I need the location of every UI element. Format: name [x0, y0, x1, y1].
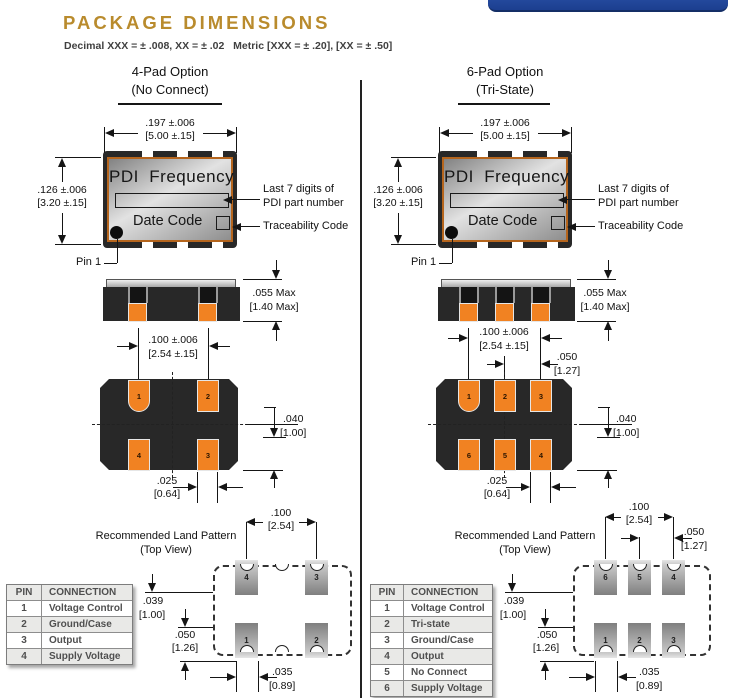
connection-cell: Voltage Control — [411, 603, 485, 614]
dim-025-mm: [0.64] — [483, 488, 511, 500]
dim-pitch-mm: [2.54 ±.15] — [148, 348, 198, 360]
land-pad: 4 — [235, 560, 258, 595]
dim-arrow — [270, 470, 278, 479]
pin1-leader — [104, 263, 117, 264]
dim-line — [608, 407, 609, 428]
pin-cell: 3 — [7, 633, 42, 648]
dim-039-mm: [1.00] — [499, 609, 527, 621]
date-code-marking: Date Code — [133, 213, 203, 229]
castellation-gap — [512, 241, 523, 249]
dim-arrow — [218, 483, 227, 491]
ext-line — [595, 661, 596, 692]
dim-line — [449, 133, 473, 134]
dim-arrow — [181, 662, 189, 671]
annotation-last7-line1: Last 7 digits of — [263, 183, 334, 195]
ext-line — [316, 522, 317, 559]
land-pattern-title: Recommended Land Pattern — [95, 530, 237, 542]
dim-039-in: .039 — [503, 595, 525, 607]
dim-line — [569, 677, 586, 678]
land-pad: 3 — [305, 560, 328, 595]
ext-line — [243, 279, 282, 280]
col-header-pin: PIN — [7, 585, 42, 600]
brand-marking: PDI Frequency — [444, 167, 570, 186]
dim-width-mm: [5.00 ±.15] — [480, 130, 530, 142]
dim-arrow — [259, 673, 268, 681]
table-row — [371, 600, 492, 616]
dim-line — [62, 213, 63, 235]
traceability-square — [551, 216, 565, 230]
dim-040-in: .040 — [283, 413, 304, 425]
dim-line — [274, 407, 275, 428]
ext-line — [236, 661, 237, 692]
land-pad: 1 — [594, 623, 617, 658]
ext-line — [145, 592, 213, 593]
dim-039-mm: [1.00] — [138, 609, 166, 621]
table-row — [7, 600, 132, 616]
table-row — [371, 616, 492, 632]
ext-line — [55, 244, 101, 245]
pin1-leader — [439, 263, 452, 264]
ext-line — [538, 627, 573, 628]
connection-cell: Ground/Case — [411, 635, 474, 646]
leader-line — [240, 226, 260, 227]
option-subtitle-4pad: (No Connect) — [131, 82, 209, 97]
table-row — [7, 632, 132, 648]
dim-arrow — [440, 129, 449, 137]
side-pad — [459, 303, 478, 322]
banner-blue-bar — [488, 0, 728, 12]
castellation-slot — [128, 287, 148, 303]
table-row — [7, 616, 132, 632]
castellation-notch — [599, 645, 613, 652]
dim-arrow — [541, 360, 550, 368]
dim-050b-mm: [1.27] — [553, 365, 581, 377]
side-pad — [531, 303, 550, 322]
land-pad: 5 — [628, 560, 651, 595]
option-title-4pad: 4-Pad Option — [131, 64, 209, 79]
dim-arrow — [58, 158, 66, 167]
traceability-square — [216, 216, 230, 230]
dim-arrow — [209, 342, 218, 350]
ext-line — [246, 522, 247, 559]
dim-arrow — [227, 129, 236, 137]
bottom-pad: 1 — [128, 380, 150, 412]
castellation-gap — [177, 241, 188, 249]
side-pad — [128, 303, 147, 322]
castellation-notch — [275, 645, 289, 652]
dim-035-mm: [0.89] — [269, 680, 296, 692]
dim-line — [550, 338, 562, 339]
dim-line — [276, 330, 277, 341]
dim-line — [203, 133, 227, 134]
dim-arrow — [129, 342, 138, 350]
connection-cell: Ground/Case — [49, 619, 112, 630]
ext-line — [577, 279, 616, 280]
pin-table-6pad — [370, 584, 493, 697]
dim-039-in: .039 — [142, 595, 164, 607]
dim-land-pitch-in: .100 — [270, 507, 292, 519]
ext-line — [571, 127, 572, 153]
dim-arrow — [604, 321, 612, 330]
table-row — [371, 632, 492, 648]
leader-arrow — [223, 196, 232, 204]
dim-line — [227, 487, 243, 488]
dim-arrow — [394, 158, 402, 167]
pin-cell: 1 — [7, 601, 42, 616]
pin1-leader — [117, 239, 118, 263]
dim-line — [218, 346, 230, 347]
table-header-row — [7, 585, 132, 600]
ext-line — [639, 537, 640, 559]
dim-line — [608, 479, 609, 488]
dim-050-mm: [1.26] — [171, 642, 199, 654]
dim-arrow — [521, 483, 530, 491]
connection-cell: No Connect — [411, 667, 468, 678]
castellation-notch — [633, 645, 647, 652]
pin1-leader — [452, 239, 453, 263]
dim-line — [614, 517, 621, 518]
dim-040-in: .040 — [616, 413, 637, 425]
ext-line — [236, 127, 237, 153]
land-pad: 2 — [305, 623, 328, 658]
table-row — [371, 664, 492, 680]
option-title-6pad: 6-Pad Option — [466, 64, 544, 79]
dim-line — [538, 133, 562, 134]
dim-line — [398, 213, 399, 235]
dim-arrow — [307, 518, 316, 526]
dim-thickness-mm: [1.40 Max] — [249, 301, 299, 313]
dim-025-in: .025 — [156, 475, 178, 487]
leader-arrow — [567, 223, 576, 231]
side-pad — [495, 303, 514, 322]
dim-line — [299, 522, 307, 523]
dim-land-pitch-mm: [2.54] — [625, 514, 653, 526]
annotation-last7-line1: Last 7 digits of — [598, 183, 669, 195]
dim-thickness-in: .055 Max — [583, 287, 627, 299]
dim-line — [545, 609, 546, 618]
bottom-pad: 6 — [458, 439, 480, 471]
dim-arrow — [272, 321, 280, 330]
ext-line — [468, 328, 469, 380]
dim-line — [210, 677, 227, 678]
leader-line — [575, 226, 595, 227]
dim-025-in: .025 — [486, 475, 508, 487]
annotation-traceability: Traceability Code — [598, 220, 684, 232]
option-underline — [118, 103, 222, 105]
castellation-slot — [495, 287, 515, 303]
leader-arrow — [232, 223, 241, 231]
castellation-gap — [477, 241, 488, 249]
dim-arrow — [604, 270, 612, 279]
pin-cell: 3 — [371, 633, 404, 648]
pin-cell: 4 — [371, 649, 404, 664]
dim-050b-in: .050 — [556, 351, 578, 363]
centerline-h — [92, 424, 248, 425]
dim-arrow — [541, 618, 549, 627]
dim-line — [398, 167, 399, 182]
pin-cell: 2 — [7, 617, 42, 632]
dim-arrow — [508, 583, 516, 592]
dim-line — [627, 677, 636, 678]
dim-035-in: .035 — [639, 666, 660, 678]
land-pad: 6 — [594, 560, 617, 595]
dim-arrow — [618, 673, 627, 681]
castellation-gap — [547, 241, 558, 249]
dim-arrow — [227, 673, 236, 681]
pin1-label: Pin 1 — [411, 256, 437, 268]
bottom-pad: 3 — [197, 439, 219, 471]
dim-arrow — [246, 518, 255, 526]
dim-line — [512, 574, 513, 583]
dim-line — [621, 538, 630, 539]
dim-arrow — [630, 534, 639, 542]
table-row — [371, 680, 492, 696]
table-row — [371, 648, 492, 664]
leader-line — [231, 199, 260, 200]
castellation-notch — [667, 645, 681, 652]
castellation-slot — [198, 287, 218, 303]
dim-thickness-mm: [1.40 Max] — [580, 301, 630, 313]
dim-arrow — [562, 129, 571, 137]
dim-arrow — [148, 583, 156, 592]
castellation-notch — [240, 645, 254, 652]
tolerance-note: Decimal XXX = ± .008, XX = ± .02 Metric [XXX = ± .20], [XX = ± .50] — [64, 40, 393, 52]
land-pad: 4 — [662, 560, 685, 595]
ext-line — [605, 517, 606, 559]
dim-arrow — [394, 235, 402, 244]
ext-line — [530, 472, 531, 503]
part-number-box — [115, 193, 229, 208]
dim-width-in: .197 ±.006 — [145, 117, 195, 129]
castellation-gap — [212, 241, 223, 249]
side-pad — [198, 303, 217, 322]
dim-line — [608, 330, 609, 341]
connection-cell: Supply Voltage — [411, 683, 483, 694]
col-header-connection: CONNECTION — [49, 587, 117, 598]
land-pad: 3 — [662, 623, 685, 658]
dim-025-mm: [0.64] — [153, 488, 181, 500]
dim-040-mm: [1.00] — [280, 427, 307, 439]
dim-arrow — [541, 334, 550, 342]
land-pattern-subtitle: (Top View) — [499, 544, 551, 556]
dim-arrow — [604, 428, 612, 437]
brand-marking: PDI Frequency — [109, 167, 235, 186]
dim-arrow — [181, 618, 189, 627]
dim-line — [545, 671, 546, 680]
dim-land-pitch-mm: [2.54] — [267, 520, 295, 532]
option-subtitle-6pad: (Tri-State) — [475, 82, 535, 97]
land-pad: 1 — [235, 623, 258, 658]
pin-cell: 4 — [7, 649, 42, 664]
col-header-pin: PIN — [371, 585, 404, 600]
land-pad: 2 — [628, 623, 651, 658]
column-divider — [360, 80, 362, 698]
dim-050-in: .050 — [174, 629, 196, 641]
castellation-slot — [459, 287, 479, 303]
pin-cell: 2 — [371, 617, 404, 632]
pin1-dot — [445, 226, 458, 239]
dim-line — [114, 133, 138, 134]
land-pattern-subtitle: (Top View) — [140, 544, 192, 556]
dim-050-in: .050 — [536, 629, 558, 641]
table-header-row — [371, 585, 492, 600]
dim-land-050b-mm: [1.27] — [680, 540, 708, 552]
bottom-pad: 2 — [494, 380, 516, 412]
dim-arrow — [495, 360, 504, 368]
side-view-body-4pad — [103, 287, 240, 321]
bottom-pad: 2 — [197, 380, 219, 412]
annotation-last7-line2: PDI part number — [263, 197, 344, 209]
connection-cell: Voltage Control — [49, 603, 123, 614]
dim-035-mm: [0.89] — [636, 680, 663, 692]
dim-arrow — [105, 129, 114, 137]
dim-040-mm: [1.00] — [613, 427, 640, 439]
dim-arrow — [541, 662, 549, 671]
bottom-pad: 5 — [494, 439, 516, 471]
castellation-gap — [142, 241, 153, 249]
dim-050-mm: [1.26] — [532, 642, 560, 654]
land-outline-4pad — [213, 565, 352, 656]
dim-arrow — [664, 513, 673, 521]
ext-line — [391, 244, 436, 245]
date-code-marking: Date Code — [468, 213, 538, 229]
dim-arrow — [551, 483, 560, 491]
connection-cell: Tri-state — [411, 619, 450, 630]
dim-pitch-in: .100 ±.006 — [148, 334, 198, 346]
dim-arrow — [188, 483, 197, 491]
col-header-connection: CONNECTION — [411, 587, 479, 598]
bottom-pad: 1 — [458, 380, 480, 412]
dim-line — [117, 346, 129, 347]
pin-table-4pad — [6, 584, 133, 665]
castellation-notch — [310, 645, 324, 652]
pin-cell: 1 — [371, 601, 404, 616]
dim-height-in: .126 ±.006 — [37, 184, 87, 196]
dim-line — [185, 609, 186, 618]
dim-height-mm: [3.20 ±.15] — [37, 197, 87, 209]
dim-arrow — [605, 513, 614, 521]
dim-arrow — [58, 235, 66, 244]
part-number-box — [450, 193, 564, 208]
bottom-pad: 4 — [530, 439, 552, 471]
connection-cell: Output — [49, 635, 82, 646]
dim-height-mm: [3.20 ±.15] — [373, 197, 423, 209]
bottom-pad: 4 — [128, 439, 150, 471]
dim-width-mm: [5.00 ±.15] — [145, 130, 195, 142]
dim-land-050b-in: .050 — [683, 526, 705, 538]
ext-line — [208, 328, 209, 380]
leader-line — [566, 199, 595, 200]
pin1-dot — [110, 226, 123, 239]
pin-cell: 5 — [371, 665, 404, 680]
pin-cell: 6 — [371, 681, 404, 696]
dim-thickness-in: .055 Max — [252, 287, 296, 299]
dim-line — [255, 522, 263, 523]
dim-arrow — [459, 334, 468, 342]
connection-cell: Supply Voltage — [49, 651, 121, 662]
annotation-traceability: Traceability Code — [263, 220, 349, 232]
dim-line — [185, 671, 186, 680]
connection-cell: Output — [411, 651, 444, 662]
castellation-slot — [531, 287, 551, 303]
dim-line — [683, 538, 692, 539]
dim-arrow — [604, 470, 612, 479]
dim-width-in: .197 ±.006 — [480, 117, 530, 129]
ext-line — [197, 472, 198, 503]
ext-line — [178, 627, 213, 628]
page-title: PACKAGE DIMENSIONS — [63, 12, 331, 33]
dim-line — [152, 574, 153, 583]
leader-arrow — [558, 196, 567, 204]
table-row — [7, 648, 132, 664]
centerline-v — [172, 372, 173, 478]
dim-arrow — [586, 673, 595, 681]
dim-line — [274, 479, 275, 488]
dim-035-in: .035 — [272, 666, 293, 678]
dim-land-pitch-in: .100 — [628, 501, 650, 513]
ext-line — [138, 328, 139, 380]
ext-line — [505, 592, 573, 593]
dim-pitch-mm: [2.54 ±.15] — [479, 340, 529, 352]
bottom-pad: 3 — [530, 380, 552, 412]
centerline-h — [428, 424, 582, 425]
dim-line — [62, 167, 63, 182]
option-underline — [458, 103, 550, 105]
land-pattern-title: Recommended Land Pattern — [454, 530, 596, 542]
dim-arrow — [270, 428, 278, 437]
pin1-label: Pin 1 — [76, 256, 102, 268]
dim-arrow — [272, 270, 280, 279]
annotation-last7-line2: PDI part number — [598, 197, 679, 209]
dim-line — [560, 487, 576, 488]
dim-height-in: .126 ±.006 — [373, 184, 423, 196]
dim-pitch-in: .100 ±.006 — [479, 326, 529, 338]
